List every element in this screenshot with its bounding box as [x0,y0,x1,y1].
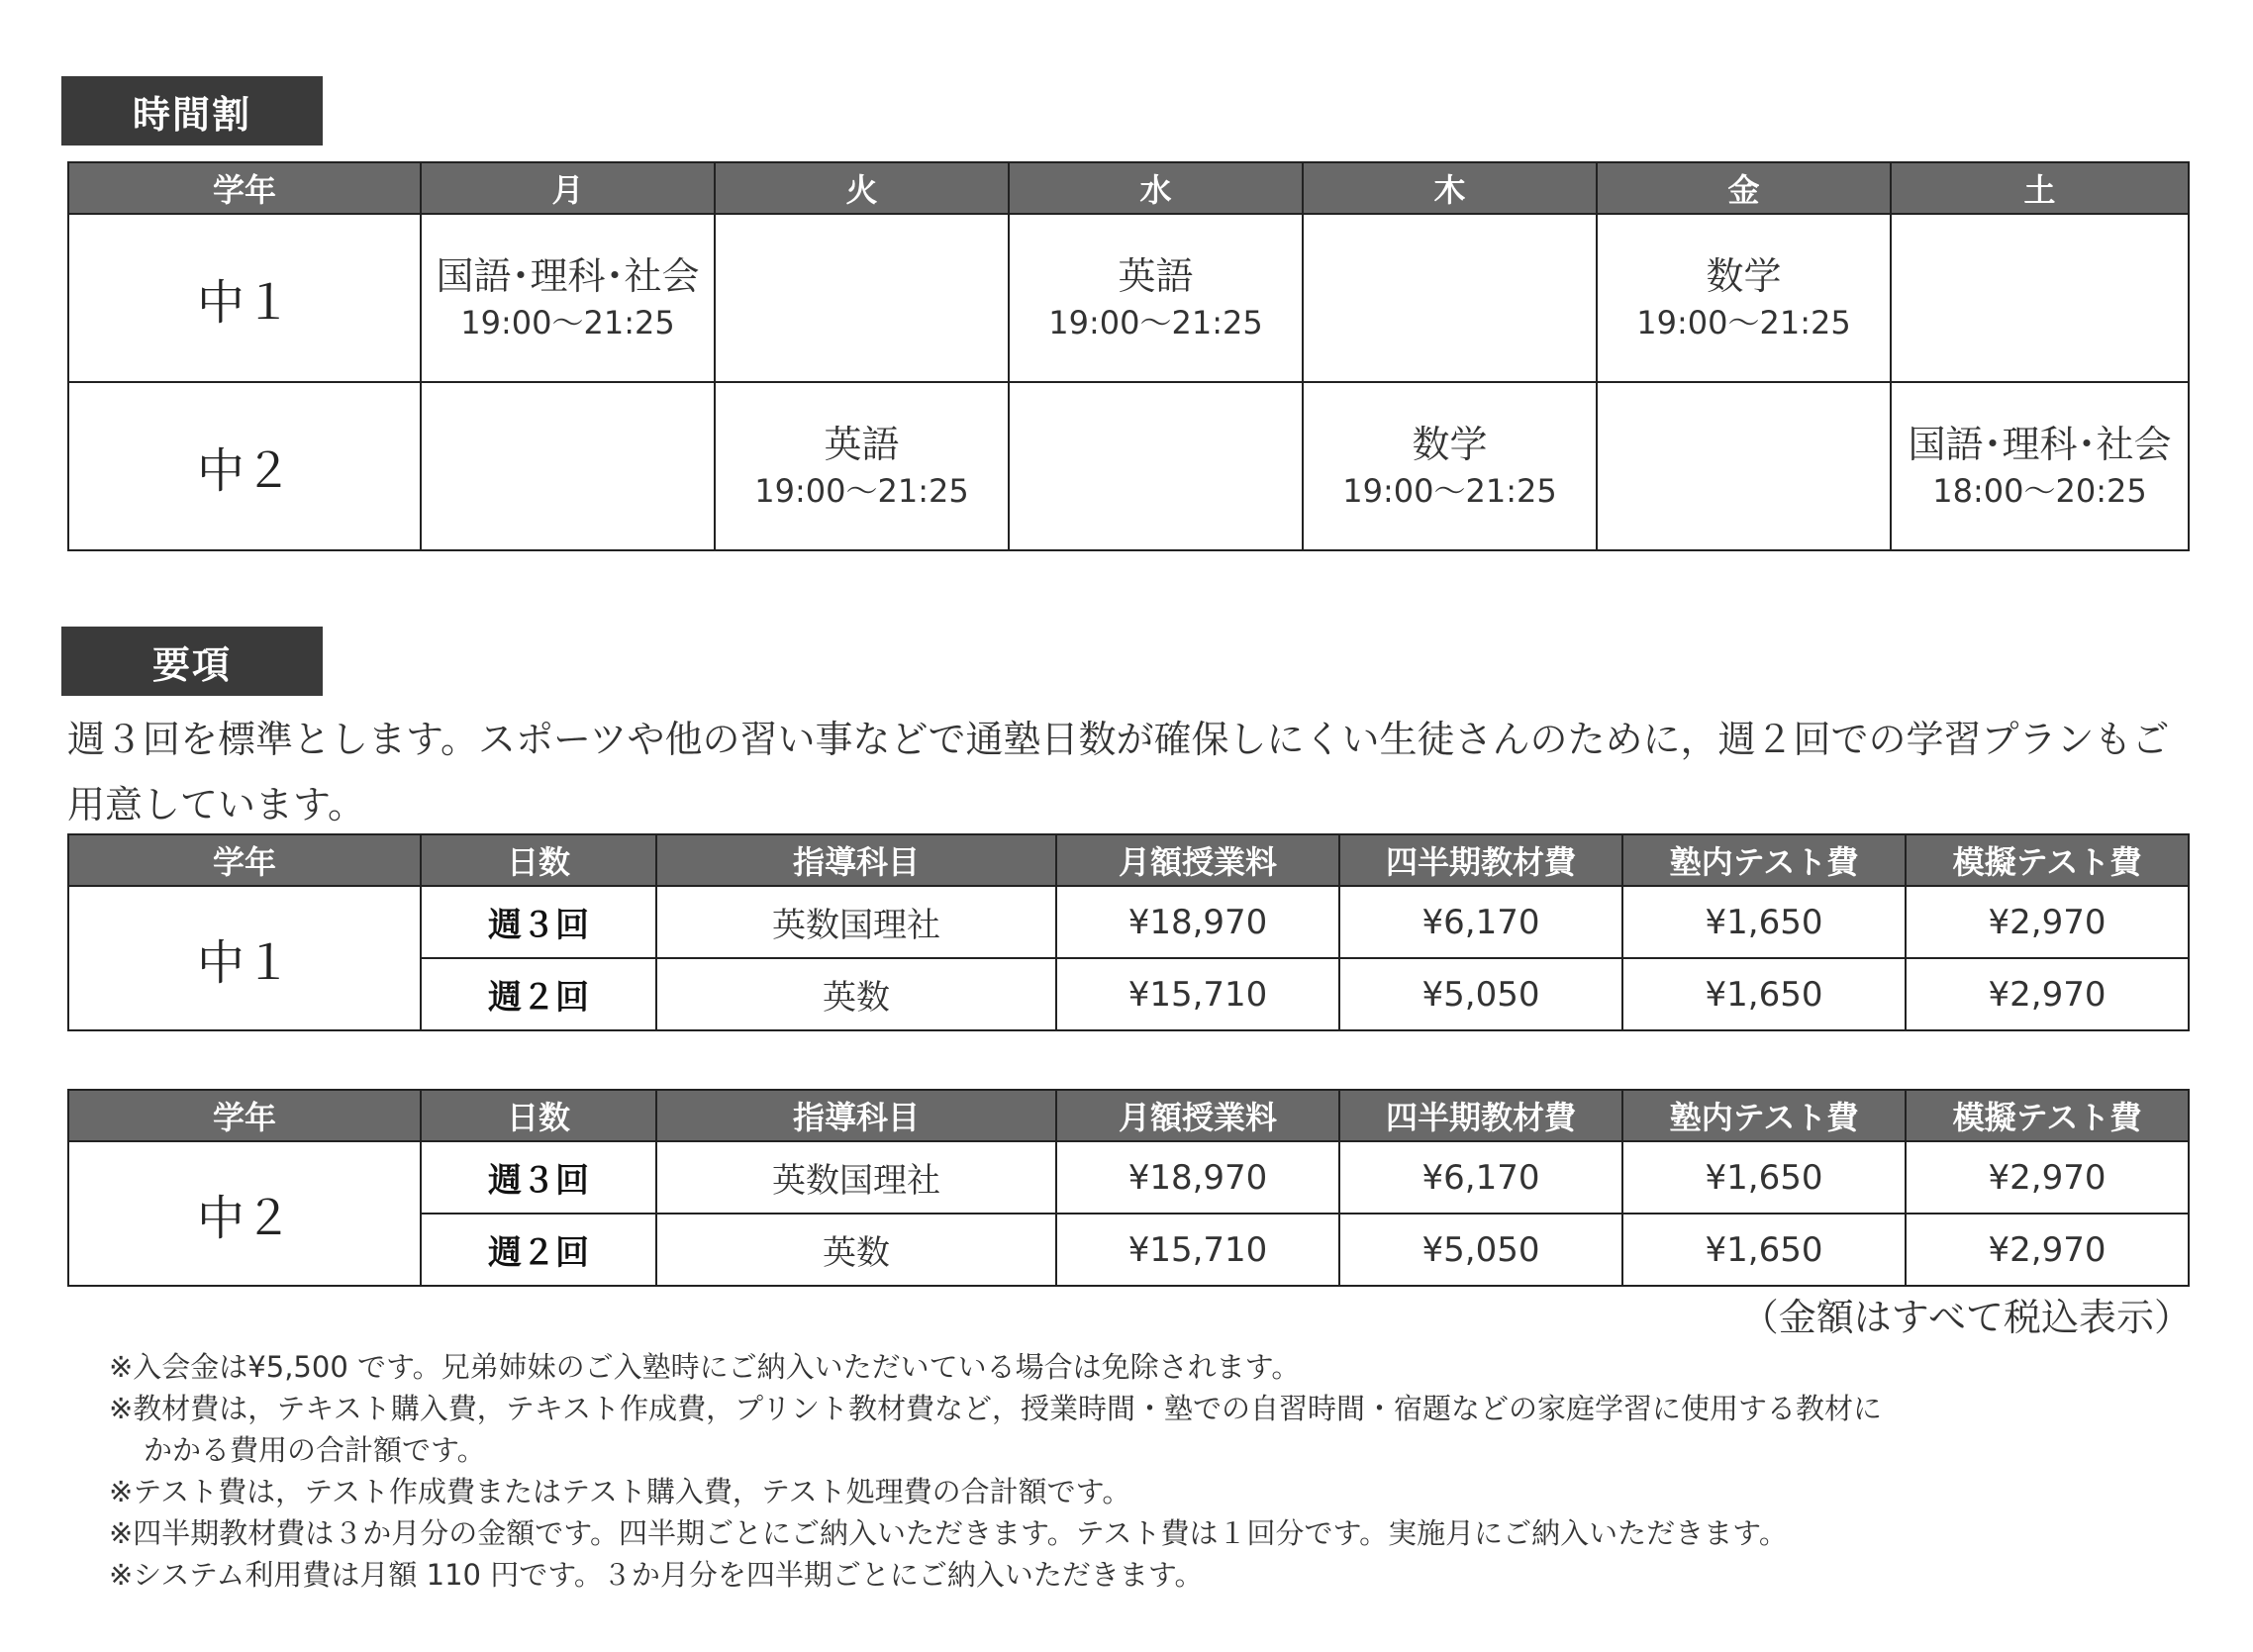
fee-header-mock: 模擬テスト費 [1906,834,2189,886]
fee-header-subjects: 指導科目 [656,1090,1056,1141]
fee-mock-cell: ¥2,970 [1906,886,2189,958]
fee-grade-cell: 中１ [68,886,421,1030]
header-sat: 土 [1891,162,2189,214]
fee-header-row [68,1090,2189,1141]
header-mon: 月 [421,162,715,214]
lesson-time: 19:00〜21:25 [754,472,969,511]
timetable-row-grade1 [68,214,2189,382]
fee-header-subjects: 指導科目 [656,834,1056,886]
lesson-time: 19:00〜21:25 [460,304,675,342]
fee-subjects-cell: 英数国理社 [656,1141,1056,1214]
fee-monthly-cell: ¥18,970 [1056,886,1339,958]
fee-test-cell: ¥1,650 [1622,958,1906,1030]
outline-section-label: 要項 [61,627,323,696]
lesson-cell-mon [421,214,715,382]
footnote-continuation: かかる費用の合計額です。 [144,1433,486,1467]
fee-grade-cell: 中２ [68,1141,421,1286]
fee-days-cell: 週３回 [421,1141,656,1214]
footnote: ※テスト費は，テスト作成費またはテスト購入費，テスト処理費の合計額です。 [109,1475,1131,1508]
fee-subjects-cell: 英数 [656,958,1056,1030]
fee-subjects-cell: 英数 [656,1214,1056,1286]
fee-header-days: 日数 [421,834,656,886]
fee-test-cell: ¥1,650 [1622,1141,1906,1214]
timetable-row-grade2 [68,382,2189,550]
header-grade: 学年 [68,162,421,214]
fee-header-mock: 模擬テスト費 [1906,1090,2189,1141]
lesson-subject: 英語 [824,422,900,466]
fee-header-row [68,834,2189,886]
fee-monthly-cell: ¥15,710 [1056,1214,1339,1286]
header-tue: 火 [715,162,1009,214]
outline-intro-text: 週３回を標準とします。スポーツや他の習い事などで通塾日数が確保しにくい生徒さんのために，週２回での学習プランもご用意しています。 [67,718,2170,826]
lesson-cell-wed [1009,214,1303,382]
lesson-subject: 英語 [1118,253,1194,298]
fee-monthly-cell: ¥18,970 [1056,1141,1339,1214]
fee-test-cell: ¥1,650 [1622,886,1906,958]
lesson-cell-sat [1891,382,2189,550]
footnote: ※四半期教材費は３か月分の金額です。四半期ごとにご納入いただきます。テスト費は１回分です。実施月にご納入いただきます。 [109,1516,1788,1550]
lesson-time: 18:00〜20:25 [1932,472,2147,511]
fee-header-test: 塾内テスト費 [1622,834,1906,886]
fee-subjects-cell: 英数国理社 [656,886,1056,958]
lesson-cell-wed [1009,382,1303,550]
fee-row [68,1141,2189,1214]
fee-materials-cell: ¥6,170 [1339,1141,1622,1214]
fee-header-grade: 学年 [68,834,421,886]
fee-days-cell: 週２回 [421,958,656,1030]
lesson-cell-tue [715,382,1009,550]
fee-header-monthly: 月額授業料 [1056,1090,1339,1141]
lesson-time: 19:00〜21:25 [1636,304,1851,342]
lesson-subject: 数学 [1412,422,1488,466]
fee-header-grade: 学年 [68,1090,421,1141]
fee-row [68,886,2189,958]
header-fri: 金 [1597,162,1891,214]
lesson-cell-thu [1303,382,1597,550]
fee-materials-cell: ¥6,170 [1339,886,1622,958]
lesson-time: 19:00〜21:25 [1048,304,1263,342]
lesson-cell-sat [1891,214,2189,382]
grade-cell: 中１ [68,214,421,382]
fee-mock-cell: ¥2,970 [1906,958,2189,1030]
fee-mock-cell: ¥2,970 [1906,1141,2189,1214]
lesson-cell-fri [1597,214,1891,382]
fee-test-cell: ¥1,650 [1622,1214,1906,1286]
lesson-cell-mon [421,382,715,550]
lesson-subject: 国語･理科･社会 [1908,422,2172,466]
lesson-time: 19:00〜21:25 [1342,472,1557,511]
fee-header-test: 塾内テスト費 [1622,1090,1906,1141]
fee-materials-cell: ¥5,050 [1339,1214,1622,1286]
timetable-section-label: 時間割 [61,76,323,146]
lesson-subject: 国語･理科･社会 [436,253,700,298]
lesson-cell-fri [1597,382,1891,550]
fee-table-grade2 [67,1089,2190,1287]
lesson-cell-tue [715,214,1009,382]
footnote: ※教材費は，テキスト購入費，テキスト作成費，プリント教材費など，授業時間・塾での自習時間・宿題などの家庭学習に使用する教材に [109,1392,1882,1425]
lesson-subject: 数学 [1706,253,1782,298]
footnote: ※システム利用費は月額 110 円です。３か月分を四半期ごとにご納入いただきます。 [109,1558,1204,1592]
timetable-header-row [68,162,2189,214]
tax-inclusive-note: （金額はすべて税込表示） [1740,1296,2192,1339]
header-thu: 木 [1303,162,1597,214]
fee-header-materials: 四半期教材費 [1339,834,1622,886]
footnotes [109,1346,2207,1596]
fee-mock-cell: ¥2,970 [1906,1214,2189,1286]
fee-header-monthly: 月額授業料 [1056,834,1339,886]
lesson-cell-thu [1303,214,1597,382]
fee-table-grade1 [67,833,2190,1031]
timetable-table [67,161,2190,551]
fee-monthly-cell: ¥15,710 [1056,958,1339,1030]
grade-cell: 中２ [68,382,421,550]
fee-header-materials: 四半期教材費 [1339,1090,1622,1141]
fee-materials-cell: ¥5,050 [1339,958,1622,1030]
fee-header-days: 日数 [421,1090,656,1141]
fee-days-cell: 週２回 [421,1214,656,1286]
fee-days-cell: 週３回 [421,886,656,958]
footnote: ※入会金は¥5,500 です。兄弟姉妹のご入塾時にご納入いただいている場合は免除されます。 [109,1350,1301,1384]
header-wed: 水 [1009,162,1303,214]
